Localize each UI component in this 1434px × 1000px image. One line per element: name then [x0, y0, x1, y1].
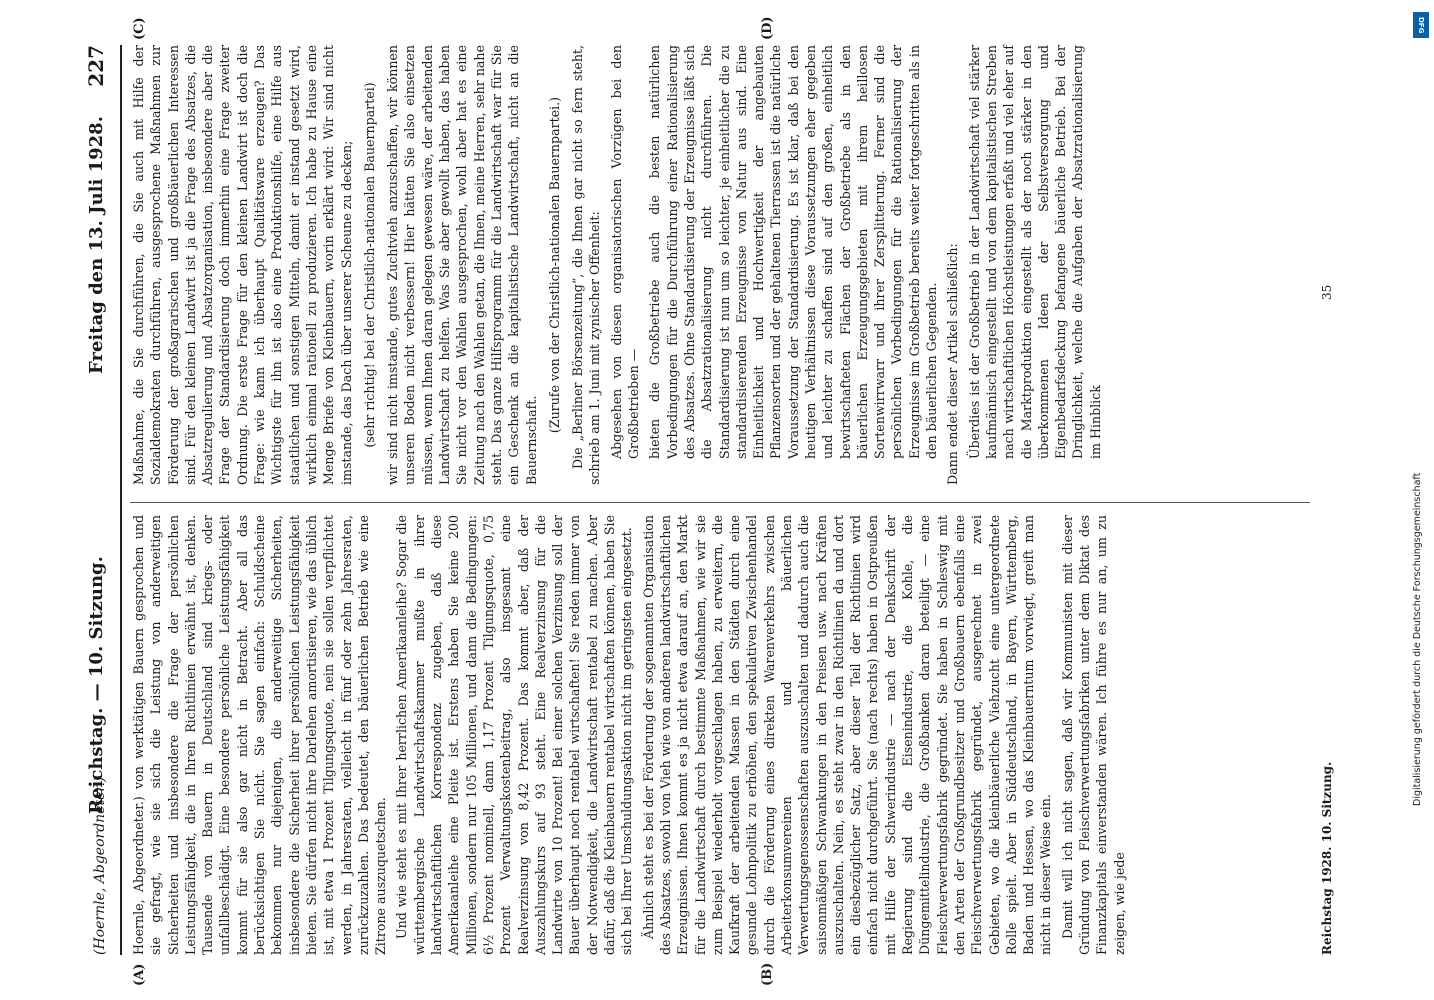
column-divider [130, 502, 1310, 503]
header-session: Reichstag. — 10. Sitzung. [86, 556, 107, 814]
header-speaker: (Hoernle, Abgeordneter.) [92, 776, 108, 955]
paragraph: Und wie steht es mit Ihrer herrlichen Amerikaanleihe? Sogar die württembergische Landwirtschaftskammer mußte in ihrer landwirtschaftlichen Korrespondenz zugeben, daß diese Amerikaanleihe eine Pleite ist. Erstens haben Sie keine 200 Millionen, sondern nur 105 Millionen, und dann die Bedingungen: 6½ Prozent nominell, dann 1,17 Prozent Tilgungsquote, 0,75 Prozent Verwaltungskostenbeitrag, also insgesamt eine Realverzinsung von 8,42 Prozent. Das kommt aber, daß der Auszahlungskurs auf 93 steht. Eine Realverzinsung für die Landwirte von 10 Prozent! Bei einer solchen Verzinsung soll der Bauer überhaupt noch rentabel wirtschaften! Sie reden immer von der Notwendigkeit, die Landwirtschaft rentabel zu machen. Aber dafür, daß die Kleinbauern rentabel wirtschaften können, haben Sie sich bei Ihrer Umschuldungsaktion nicht im geringsten eingesetzt. [394, 515, 635, 955]
rotated-page-content [70, 0, 1390, 1000]
page-number: 227 [84, 45, 108, 87]
paragraph: Dann endet dieser Artikel schließlich: [945, 243, 961, 485]
page-header [80, 45, 120, 955]
paragraph: Ähnlich steht es bei der Förderung der sogenannten Organisation des Absatzes, sowohl von Vieh wie von anderen landwirtschaftlichen Erzeugnissen. Ihnen kommt es ja nicht etwa darauf an, den Markt für die Landwirtschaft durch bestimmte Maßnahmen, wie wir sie zum Beispiel wiederholt vorgeschlagen haben, zu erweitern, die Kaufkraft der arbeitenden Massen in den Städten durch eine gesunde Lohnpolitik zu erhöhen, den spekulativen Zwischenhandel durch die Förderung eines direkten Warenverkehrs zwischen Arbeiterkonsumvereinen und bäuerlichen Verwertungsgenossenschaften auszuschalten und dadurch auch die saisonmäßigen Schwankungen in den Preisen usw. nach Kräften auszuschalten. Nein, es steht zwar in den Richtlinien da und dort ein diesbezüglicher Satz, aber dieser Teil der Richtlinien wird einfach nicht durchgeführt. Sie (nach rechts) haben in Ostpreußen mit Hilfe der Schwerindustrie — nach der Denkschrift der Regierung sind die Eisenindustrie, die Kohle, die Düngemittelindustrie, die Großbanken daran beteiligt — eine Fleischverwertungsfabrik gegründet. Sie haben in Schleswig mit den Arten der Großgrundbesitzer und Großbauern ebenfalls eine Fleischverwertungsfabrik gegründet, ausgerechnet in zwei Gebieten, wo die kleinbäuerliche Viehzucht eine untergeordnete Rolle spielt. Aber in Süddeutschland, in Bayern, Württemberg, Baden und Hessen, wo das Kleinbauerntum vorwiegt, greift man nicht in dieser Weise ein. [640, 515, 1054, 955]
paragraph: Damit will ich nicht sagen, daß wir Kommunisten mit dieser Gründung von Fleischverwertungsfabriken unter dem Diktat des Finanzkapitals einverstanden wären. Ich führe es nur an, um zu zeigen, wie jede [1059, 515, 1127, 955]
dfg-attribution-strip [1408, 6, 1434, 996]
quotation: Abgesehen von diesen organisatorischen Vorzügen bei den Großbetrieben — [608, 45, 642, 459]
margin-mark-d: (D) [760, 16, 775, 40]
left-column [130, 515, 1132, 955]
margin-mark-a: (A) [132, 963, 147, 986]
right-column [130, 45, 1108, 485]
quotation: bieten die Großbetriebe auch die besten natürlichen Vorbedingungen für die Durchführung einer Rationalisierung des Absatzes. Ohne Standardisierung der Erzeugnisse läßt sich die Absatzrationalisierung nicht durchführen. Die Standardisierung ist nun um so leichter, je einheitlicher die zu standardisierenden Erzeugnisse von Natur aus sind. Eine Einheitlichkeit und Hochwertigkeit der angebauten Pflanzensorten und der gehaltenen Tierrassen ist die natürliche Voraussetzung der Standardisierung. Es ist klar, daß bei den heutigen Verhältnissen diese Voraussetzungen eher gegeben und leichter zu schaffen sind auf den großen, einheitlich bewirtschafteten Flächen der Großbetriebe als in den bäuerlichen Erzeugungsgebieten mit ihrem heillosen Sortenwirrwarr und ihrer Zersplitterung. Ferner sind die persönlichen Vorbedingungen für die Rationalisierung der Erzeugnisse im Großbetrieb bereits weiter fortgeschritten als in den bäuerlichen Gegenden. [647, 45, 940, 459]
paragraph: Die „Berliner Börsenzeitung“, die Ihnen gar nicht so fern steht, schrieb am 1. Juni mit zynischer Offenheit: [570, 45, 603, 485]
paragraph: Hoernle, Abgeordneter.) von werktätigen Bauern gesprochen und sie gefragt, wie sie sich die Leistung von anderweitigen Sicherheiten und insbesondere die Frage der persönlichen Leistungsfähigkeit, die in Ihren Richtlinien erwähnt ist, denken. Tausende von Bauern in Deutschland sind kriegs- oder unfallbeschädigt. Eine besondere persönliche Leistungsfähigkeit kommt für sie also gar nicht in Betracht. Aber all das berücksichtigen Sie nicht. Sie sagen einfach: Schuldscheine bekommen nur diejenigen, die anderweitige Sicherheiten, insbesondere die Sicherheit ihrer persönlichen Leistungsfähigkeit bieten. Sie dürfen nicht ihre Darlehen amortisieren, wie das üblich ist, mit etwa 1 Prozent Tilgungsquote, nein sie sollen verpflichtet werden, in Jahresraten, vielleicht in fünf oder zehn Jahresraten, zurückzuzahlen. Das bedeutet, den bäuerlichen Betrieb wie eine Zitrone auszuquetschen. [131, 515, 389, 955]
quotation: Überdies ist der Großbetrieb in der Landwirtschaft viel stärker kaufmännisch eingestellt und von dem kapitalistischen Streben nach wirtschaftlichen Höchstleistungen erfaßt und viel eher auf die Marktproduktion eingestellt als der noch stärker in den überkommenen Ideen der Selbstversorgung und Eigenbedarfsdeckung befangene bäuerliche Betrieb. Bei der Dringlichkeit, welche die Aufgaben der Absatzrationalisierung im Hinblick [966, 45, 1103, 459]
interjection: (sehr richtig! bei der Christlich-nationalen Bauernpartei) [361, 82, 377, 448]
interjection: (Zurufe von der Christlich-nationalen Bauernpartei.) [546, 96, 562, 434]
header-date: Freitag den 13. Juli 1928. [86, 116, 107, 374]
dfg-logo-icon: DFG [1413, 12, 1429, 38]
footer-journal: Reichstag 1928. 10. Sitzung. [1320, 761, 1334, 955]
dfg-attribution-text: Digitalisierung gefördert durch die Deutsche Forschungsgemeinschaft [1412, 472, 1423, 806]
paragraph: wir sind nicht imstande, gutes Zuchtvieh anzuschaffen, wir können unseren Boden nicht verbessern! Hier hätten Sie also einsetzen müssen, wenn Ihnen daran gelegen gewesen wäre, der arbeitenden Landwirtschaft zu helfen. Was Sie aber gewollt haben, das haben Sie nicht vor den Wahlen ausgesprochen, wohl aber hat es eine Zeitung nach den Wahlen getan, die Ihnen, meine Herren, sehr nahe steht. Das ganze Hilfsprogramm für die Landwirtschaft war für Sie ein Geschenk an die kapitalistische Landwirtschaft, nicht an die Bauernschaft. [385, 45, 539, 485]
margin-mark-b: (B) [760, 962, 775, 986]
footer-signature: 35 [1320, 284, 1334, 300]
header-rule [120, 45, 122, 955]
margin-mark-c: (C) [132, 17, 147, 40]
paragraph: Maßnahme, die Sie durchführen, die Sie auch mit Hilfe der Sozialdemokraten durchführen, ausgesprochene Maßnahmen zur Förderung der großagrarischen und großbäuerlichen Interessen sind. Für den kleinen Landwirt ist ja die Frage des Absatzes, die Absatzregulierung und Absatzorganisation, insbesondere aber die Frage der Standardisierung doch immerhin eine Frage zweiter Ordnung. Die erste Frage für den kleinen Landwirt ist doch die Frage: wie kann ich überhaupt Qualitätsware erzeugen? Das Wichtigste für ihn ist also eine Produktionshilfe, eine Hilfe aus staatlichen und sonstigen Mitteln, damit er instand gesetzt wird, wirklich einmal rationell zu produzieren. Ich habe zu Hause eine Menge Briefe von Kleinbauern, worin erklärt wird: Wir sind nicht imstande, das Dach über unserer Scheune zu decken; [131, 45, 354, 485]
